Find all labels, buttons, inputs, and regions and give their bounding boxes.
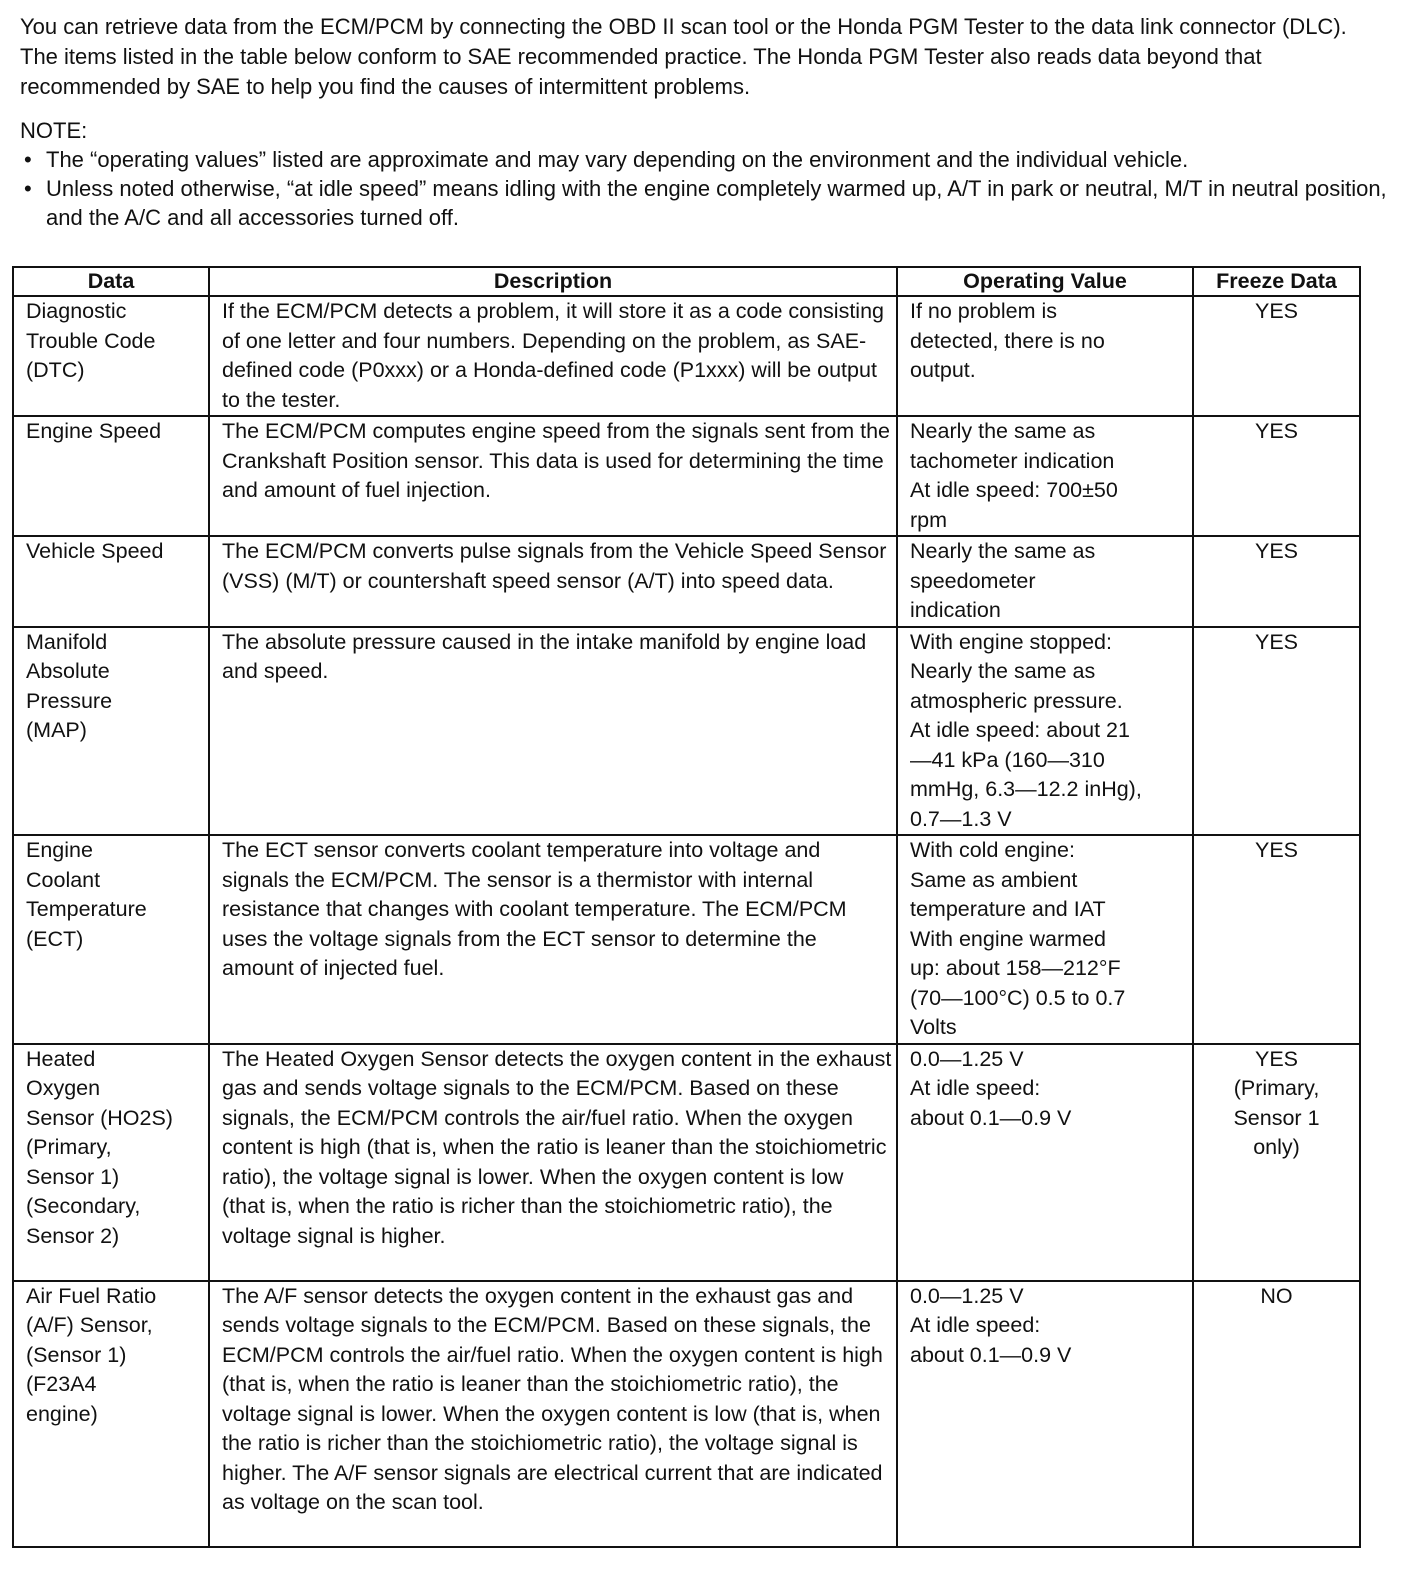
note-heading: NOTE: xyxy=(20,118,88,143)
note-text: The “operating values” listed are approximate and may vary depending on the environment and the individual vehicle. xyxy=(46,147,1189,172)
description-cell: If the ECM/PCM detects a problem, it will store it as a code consisting of one letter and four numbers. Depending on the problem, as SAE-defined code (P0xxx) or a Honda-defined code (P1xxx) will be output to the tester. xyxy=(209,296,897,416)
header-data: Data xyxy=(13,267,209,296)
freeze-data-cell: YES xyxy=(1193,627,1360,836)
operating-value-cell: Nearly the same as tachometer indication At idle speed: 700±50 rpm xyxy=(897,416,1193,536)
freeze-data-cell: NO xyxy=(1193,1281,1360,1547)
table-row xyxy=(13,1044,1360,1281)
freeze-data-cell: YES xyxy=(1193,835,1360,1044)
freeze-data-cell: YES xyxy=(1193,416,1360,536)
data-cell: Vehicle Speed xyxy=(13,536,209,627)
operating-value-cell: 0.0—1.25 V At idle speed: about 0.1—0.9 V xyxy=(897,1044,1193,1281)
data-cell: Engine Coolant Temperature (ECT) xyxy=(13,835,209,1044)
data-cell: Diagnostic Trouble Code (DTC) xyxy=(13,296,209,416)
freeze-data-cell: YES (Primary, Sensor 1 only) xyxy=(1193,1044,1360,1281)
note-text: Unless noted otherwise, “at idle speed” means idling with the engine completely warmed up, A/T in park or neutral, M/T in neutral position, and the A/C and all accessories turned off. xyxy=(46,176,1387,230)
data-cell: Heated Oxygen Sensor (HO2S) (Primary, Sensor 1) (Secondary, Sensor 2) xyxy=(13,1044,209,1281)
description-cell: The absolute pressure caused in the intake manifold by engine load and speed. xyxy=(209,627,897,836)
table-row xyxy=(13,1281,1360,1547)
header-operating-value: Operating Value xyxy=(897,267,1193,296)
table-row xyxy=(13,416,1360,536)
table-row xyxy=(13,835,1360,1044)
header-description: Description xyxy=(209,267,897,296)
description-cell: The ECT sensor converts coolant temperature into voltage and signals the ECM/PCM. The sensor is a thermistor with internal resistance that changes with coolant temperature. The ECM/PCM uses the voltage signals from the ECT sensor to determine the amount of injected fuel. xyxy=(209,835,897,1044)
freeze-data-cell: YES xyxy=(1193,296,1360,416)
bullet-icon: • xyxy=(24,147,32,172)
description-cell: The ECM/PCM computes engine speed from the signals sent from the Crankshaft Position sensor. This data is used for determining the time and amount of fuel injection. xyxy=(209,416,897,536)
operating-value-cell: With engine stopped: Nearly the same as atmospheric pressure. At idle speed: about 21 —41 kPa (160—310 mmHg, 6.3—12.2 inHg), 0.7—1.3 V xyxy=(897,627,1193,836)
operating-value-cell: If no problem is detected, there is no output. xyxy=(897,296,1193,416)
note-item xyxy=(20,145,1392,174)
description-cell: The A/F sensor detects the oxygen content in the exhaust gas and sends voltage signals to the ECM/PCM. Based on these signals, the ECM/PCM controls the air/fuel ratio. When the oxygen content is high (that is, when the ratio is leaner than the stoichiometric ratio), the voltage signal is lower. When the oxygen content is low (that is, when the ratio is richer than the stoichiometric ratio), the voltage signal is higher. The A/F sensor signals are electrical current that are indicated as voltage on the scan tool. xyxy=(209,1281,897,1547)
operating-value-cell: Nearly the same as speedometer indication xyxy=(897,536,1193,627)
document-page xyxy=(20,12,1392,232)
operating-value-cell: With cold engine: Same as ambient temperature and IAT With engine warmed up: about 158—212°F (70—100°C) 0.5 to 0.7 Volts xyxy=(897,835,1193,1044)
table-header-row xyxy=(13,267,1360,296)
data-cell: Air Fuel Ratio (A/F) Sensor, (Sensor 1) (F23A4 engine) xyxy=(13,1281,209,1547)
note-item xyxy=(20,174,1392,232)
table-row xyxy=(13,536,1360,627)
data-cell: Engine Speed xyxy=(13,416,209,536)
freeze-data-cell: YES xyxy=(1193,536,1360,627)
data-cell: Manifold Absolute Pressure (MAP) xyxy=(13,627,209,836)
header-freeze-data: Freeze Data xyxy=(1193,267,1360,296)
operating-value-cell: 0.0—1.25 V At idle speed: about 0.1—0.9 V xyxy=(897,1281,1193,1547)
bullet-icon: • xyxy=(24,176,32,201)
description-cell: The ECM/PCM converts pulse signals from the Vehicle Speed Sensor (VSS) (M/T) or countershaft speed sensor (A/T) into speed data. xyxy=(209,536,897,627)
notes-list xyxy=(20,145,1392,232)
intro-paragraph: You can retrieve data from the ECM/PCM by connecting the OBD II scan tool or the Honda PGM Tester to the data link connector (DLC). The items listed in the table below conform to SAE recommended practice. The Honda PGM Tester also reads data beyond that recommended by SAE to help you find the causes of intermittent problems. xyxy=(20,14,1347,99)
data-table xyxy=(12,266,1361,1548)
table-row xyxy=(13,296,1360,416)
table-row xyxy=(13,627,1360,836)
description-cell: The Heated Oxygen Sensor detects the oxygen content in the exhaust gas and sends voltage signals to the ECM/PCM. Based on these signals, the ECM/PCM controls the air/fuel ratio. When the oxygen content is high (that is, when the ratio is leaner than the stoichiometric ratio), the voltage signal is lower. When the oxygen content is low (that is, when the ratio is richer than the stoichiometric ratio), the voltage signal is higher. xyxy=(209,1044,897,1281)
